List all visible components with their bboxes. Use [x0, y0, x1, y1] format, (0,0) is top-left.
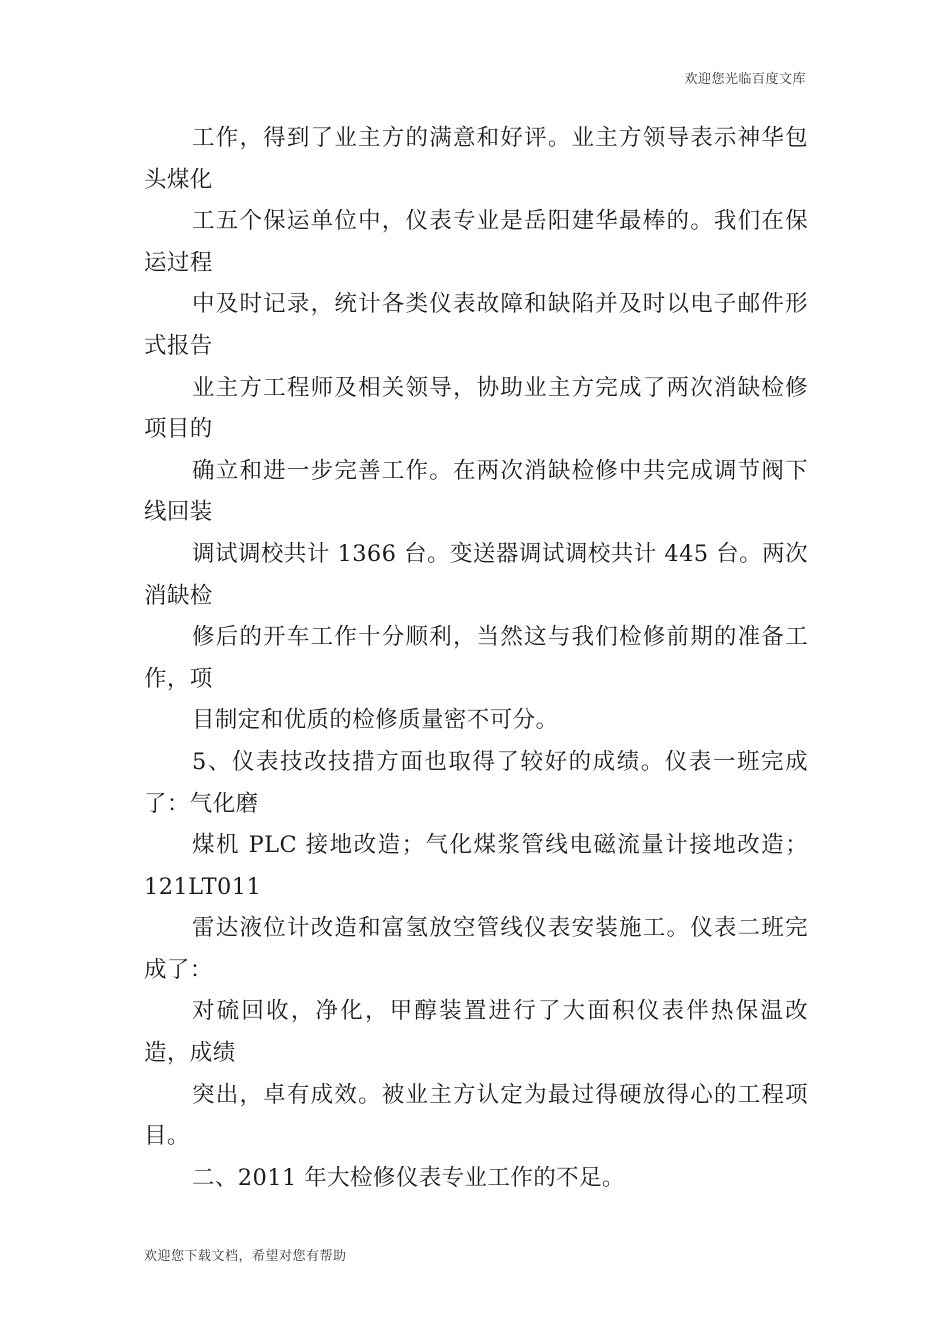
paragraph-text: 突出，卓有成效。被业主方认定为最过得硬放得心的工程项目。: [144, 1081, 808, 1150]
page-footer: 欢迎您下载文档，希望对您有帮助: [144, 1249, 347, 1264]
paragraph: [144, 825, 808, 908]
paragraph: [144, 368, 808, 451]
paragraph-text: 目制定和优质的检修质量密不可分。: [192, 707, 559, 734]
paragraph: [144, 700, 808, 742]
paragraph: [144, 284, 808, 367]
paragraph-text: 中及时记录，统计各类仪表故障和缺陷并及时以电子邮件形式报告: [144, 291, 808, 359]
paragraph-text: 5、仪表技改技措方面也取得了较好的成绩。仪表一班完成了：气化磨: [144, 748, 808, 817]
paragraph-text: 工五个保运单位中，仪表专业是岳阳建华最棒的。我们在保运过程: [144, 208, 808, 276]
paragraph: [144, 1075, 808, 1158]
page-header: 欢迎您光临百度文库: [684, 72, 806, 87]
paragraph: [144, 1158, 808, 1200]
paragraph-text: 修后的开车工作十分顺利，当然这与我们检修前期的准备工作，项: [144, 624, 808, 692]
paragraph-text: 雷达液位计改造和富氢放空管线仪表安装施工。仪表二班完成了：: [144, 915, 808, 983]
paragraph-text: 业主方工程师及相关领导，协助业主方完成了两次消缺检修项目的: [144, 374, 808, 443]
document-body: [144, 118, 808, 1199]
paragraph-text: 调试调校共计 1366 台。变送器调试调校共计 445 台。两次消缺检: [144, 540, 808, 609]
paragraph: [144, 908, 808, 991]
paragraph-text: 工作，得到了业主方的满意和好评。业主方领导表示神华包头煤化: [144, 125, 808, 193]
paragraph: [144, 991, 808, 1074]
paragraph: [144, 118, 808, 201]
paragraph-text: 对硫回收，净化，甲醇装置进行了大面积仪表伴热保温改造，成绩: [144, 998, 808, 1067]
paragraph: [144, 451, 808, 534]
paragraph-text: 煤机 PLC 接地改造；气化煤浆管线电磁流量计接地改造；121LT011: [144, 832, 808, 900]
paragraph: [144, 201, 808, 284]
paragraph-text: 二、2011 年大检修仪表专业工作的不足。: [192, 1164, 625, 1191]
paragraph: [144, 742, 808, 825]
paragraph: [144, 534, 808, 617]
paragraph-text: 确立和进一步完善工作。在两次消缺检修中共完成调节阀下线回装: [144, 457, 808, 526]
paragraph: [144, 617, 808, 700]
